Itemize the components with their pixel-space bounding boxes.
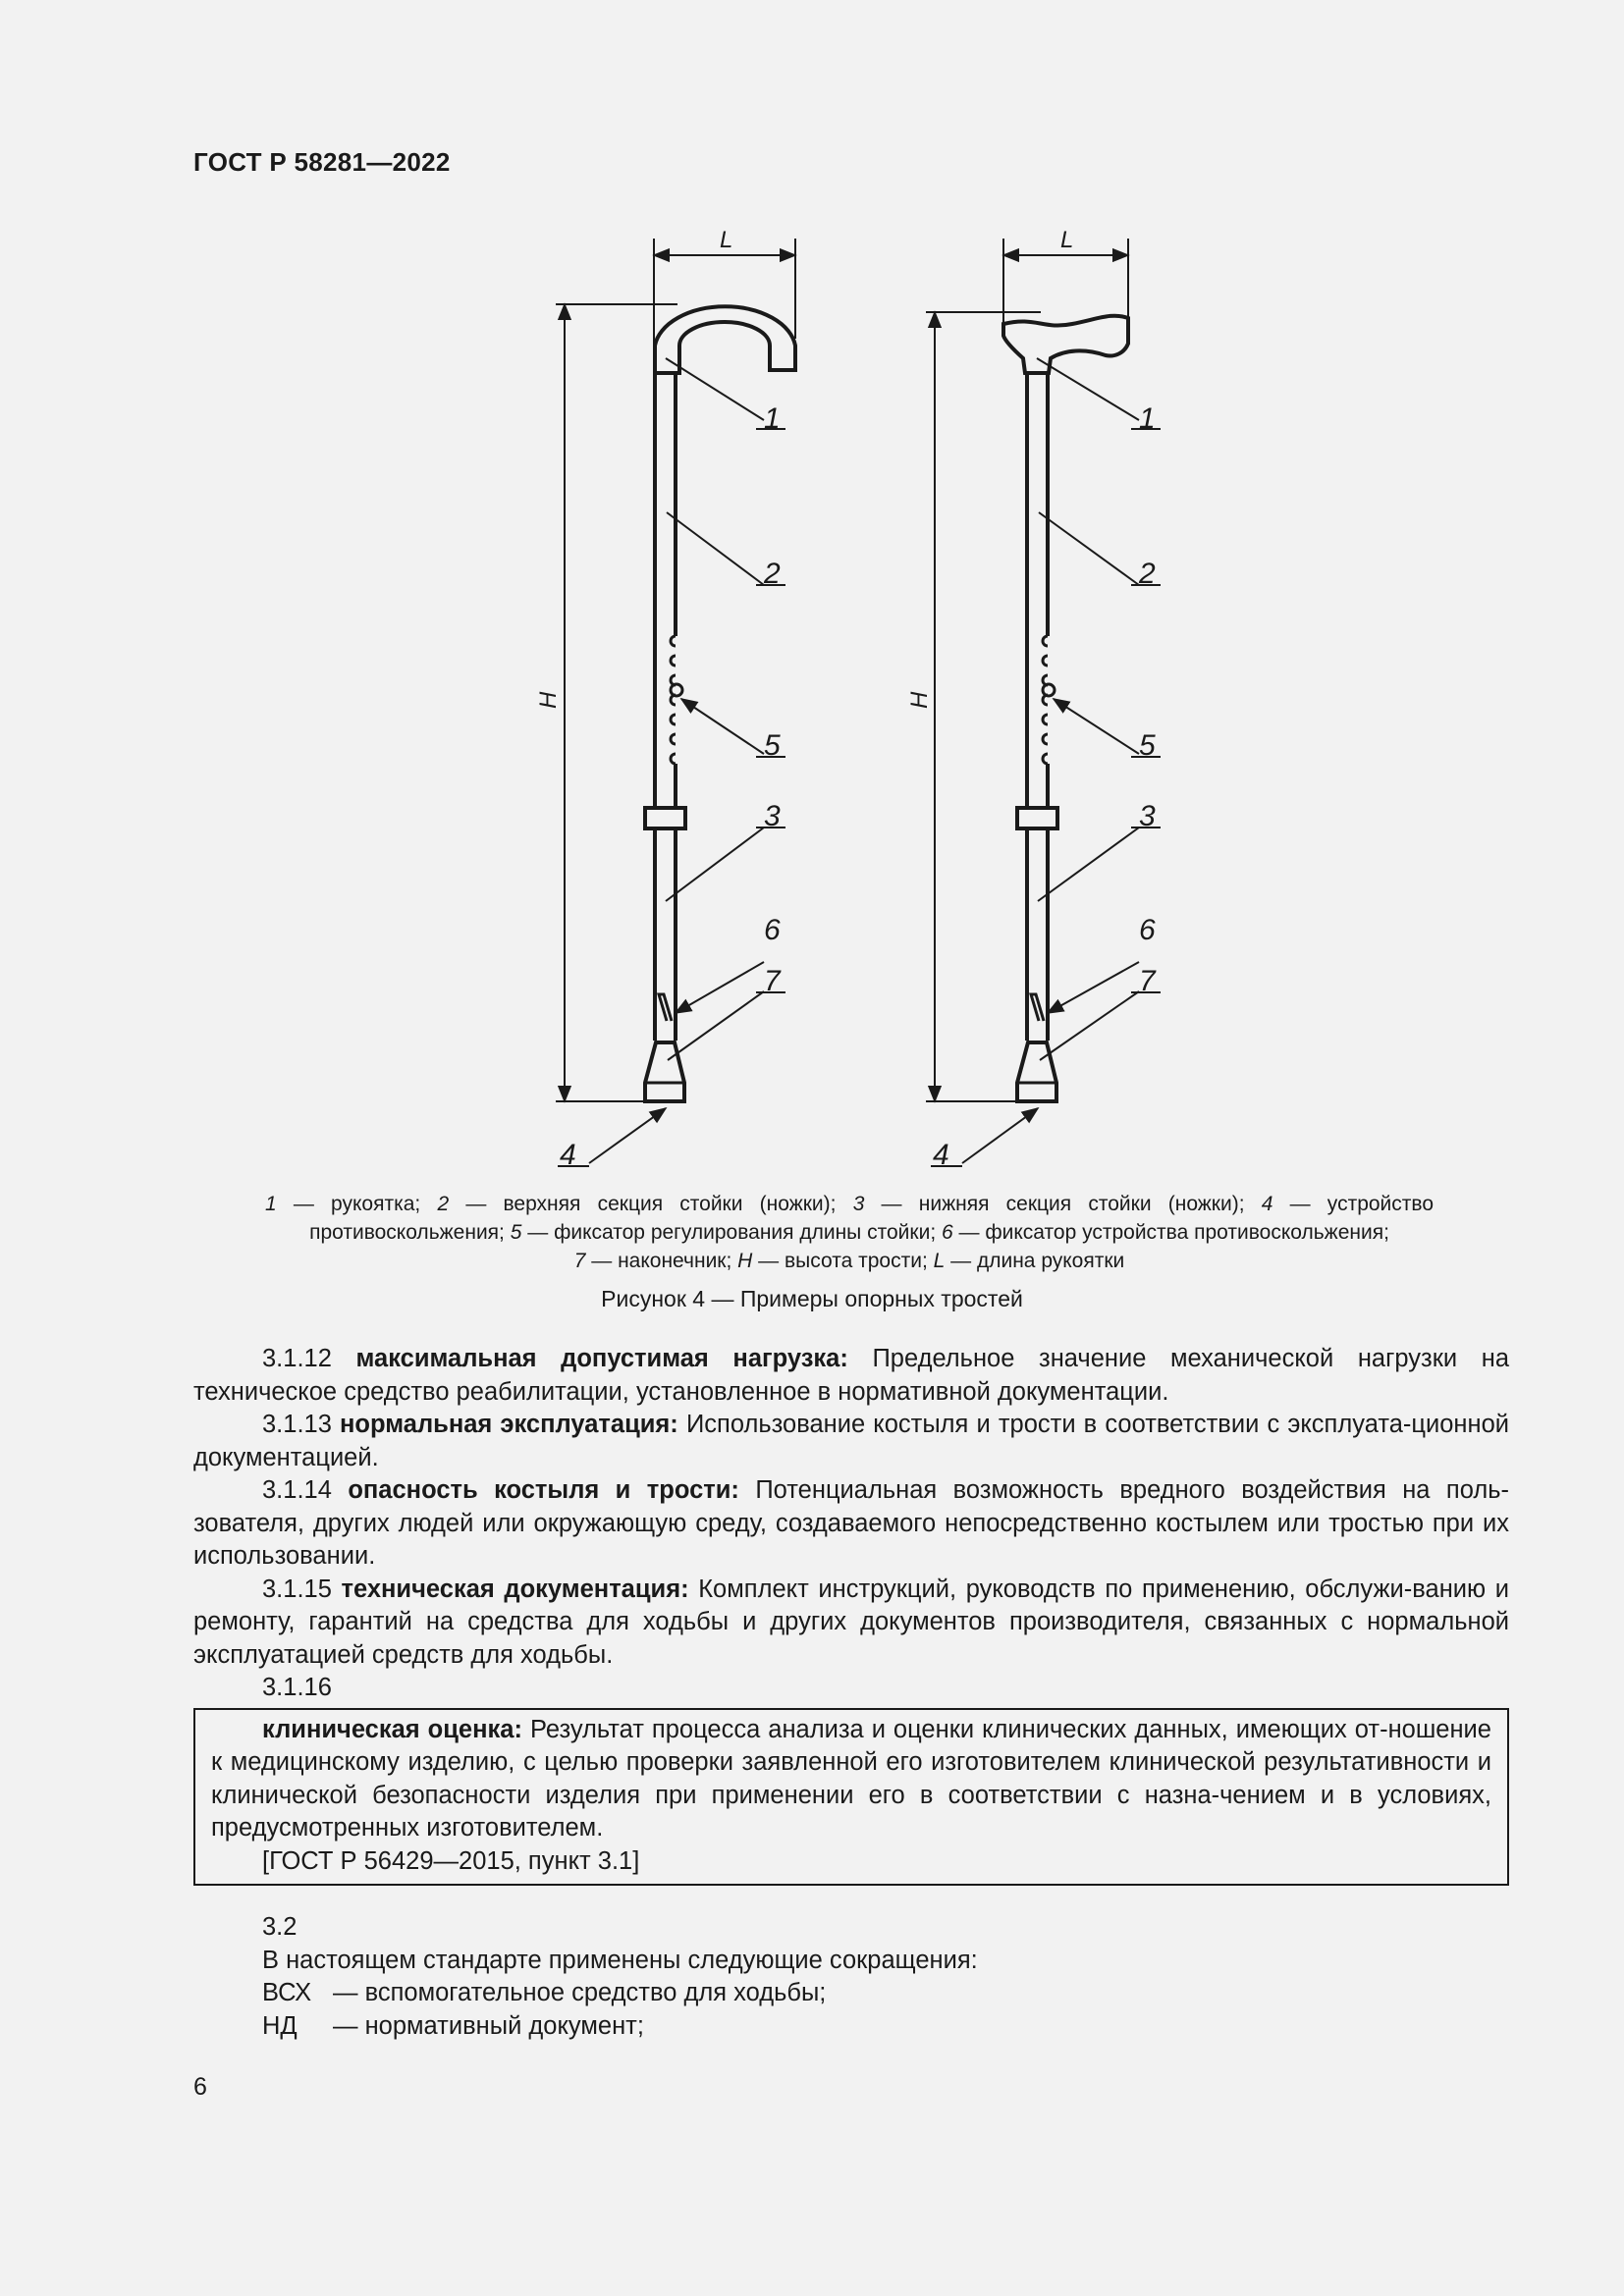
section-term: максимальная допустимая нагрузка: [355,1345,848,1372]
section-3-2-intro: В настоящем стандарте применены следующие сокращения: [262,1946,978,1974]
legend-text-4: — устройство противоскольжения; [309,1193,1434,1244]
section-3-1-16-number: 3.1.16 [262,1674,332,1701]
callout-6-right: 6 [1139,914,1156,946]
section-3-1-15 [193,1574,1509,1673]
page-number: 6 [193,2073,207,2101]
legend-key-1: 1 [265,1193,277,1215]
legend-text-6: — фиксатор устройства противоскольжения; [952,1221,1389,1244]
callout-1-left: 1 [764,402,781,435]
section-3-1-16-box [193,1708,1509,1887]
section-definition: Комплект инструкций, руководств по применению, обслужи-ванию и ремонту, гарантий на средства для ходьбы и других документов производителя, связанных с нормальной эксплуатацией средств для ходьбы. [193,1575,1510,1669]
section-term: нормальная эксплуатация: [340,1411,678,1438]
callout-2-left: 2 [764,558,781,590]
callout-4-right: 4 [933,1139,949,1171]
abbreviation-key: ВСХ [262,1979,312,2006]
section-number: 3.1.13 [262,1411,341,1438]
callout-1-right: 1 [1139,402,1156,435]
section-definition: Потенциальная возможность вредного воздействия на поль-зователя, других людей или окружающую среду, создаваемого непосредственно костылем или тростью при их использовании. [193,1476,1509,1570]
document-header: ГОСТ Р 58281—2022 [193,147,451,177]
legend-text-H: — высота трости; [752,1250,934,1272]
legend-text-2: — верхняя секция стойки (ножки); [449,1193,853,1215]
callout-7-right: 7 [1139,965,1156,997]
legend-text-3: — нижняя секция стойки (ножки); [864,1193,1262,1215]
document-body [193,1343,1509,2043]
legend-key-5: 5 [510,1221,522,1244]
legend-key-7: 7 [573,1250,586,1272]
section-3-1-14 [193,1474,1509,1574]
dim-label-H-left: H [535,691,562,709]
callout-6-left: 6 [764,914,781,946]
figure-legend [265,1190,1434,1275]
section-number: 3.1.14 [262,1476,349,1504]
section-number: 3.1.12 [262,1345,356,1372]
legend-text-7: — наконечник; [585,1250,738,1272]
legend-key-4: 4 [1261,1193,1273,1215]
section-3-2-number: 3.2 [262,1913,298,1941]
section-definition: Результат процесса анализа и оценки клинических данных, имеющих от-ношение к медицинскому изделию, с целью проверки заявленной его изготовителем клинической результативности и клинической безопасности изделия при применении его в соответствии с назна-чением и в условиях, предусмотренных изготовителем. [211,1715,1491,1842]
callout-5-left: 5 [764,729,781,762]
legend-key-H: H [737,1250,753,1272]
callout-5-right: 5 [1139,729,1156,762]
section-term: клиническая оценка: [262,1715,522,1743]
section-reference: [ГОСТ Р 56429—2015, пункт 3.1] [262,1846,640,1875]
dim-label-H-right: H [906,691,933,709]
section-number: 3.1.15 [262,1575,342,1603]
legend-key-2: 2 [437,1193,450,1215]
section-definition: Использование костыля и трости в соответствии с эксплуата-ционной документацией. [193,1411,1510,1471]
section-term: техническая документация: [341,1575,689,1603]
abbreviation-value: — нормативный документ; [333,2011,644,2040]
callout-3-left: 3 [764,800,781,832]
dim-label-L-left: L [720,227,733,253]
callout-7-left: 7 [764,965,781,997]
abbreviation-key: НД [262,2011,298,2040]
callout-3-right: 3 [1139,800,1156,832]
section-3-1-13 [193,1409,1509,1474]
section-definition: Предельное значение механической нагрузки на техническое средство реабилитации, установленное в нормативной документации. [193,1345,1510,1406]
legend-key-L: L [933,1250,946,1272]
section-3-1-16 [211,1714,1491,1845]
abbreviation-row [193,1977,1509,2010]
cane-derby [926,239,1161,1166]
legend-key-6: 6 [942,1221,953,1244]
section-3-1-12 [193,1343,1509,1409]
callout-2-right: 2 [1139,558,1156,590]
figure-caption: Рисунок 4 — Примеры опорных тростей [601,1286,1023,1311]
abbreviation-row [193,2010,1509,2044]
cane-crook [556,239,795,1166]
legend-text-1: — рукоятка; [276,1193,438,1215]
legend-key-3: 3 [852,1193,865,1215]
legend-text-5: — фиксатор регулирования длины стойки; [521,1221,942,1244]
dim-label-L-right: L [1060,227,1074,253]
callout-4-left: 4 [560,1139,576,1171]
legend-text-L: — длина рукоятки [945,1250,1125,1272]
section-term: опасность костыля и трости: [348,1476,739,1504]
abbreviation-value: — вспомогательное средство для ходьбы; [333,1979,827,2006]
